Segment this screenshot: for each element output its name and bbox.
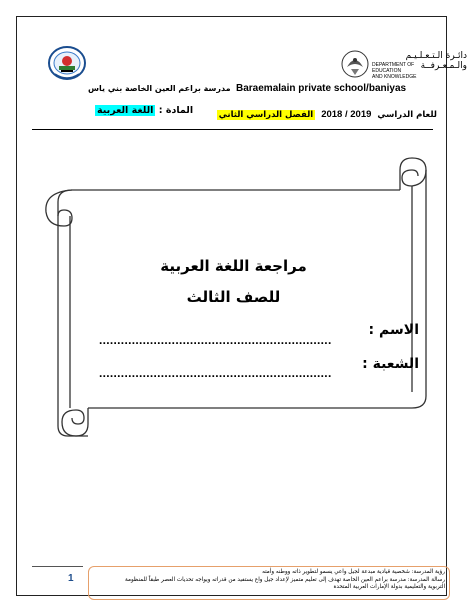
- school-crest-icon: [47, 44, 87, 82]
- subject-line: [95, 105, 193, 116]
- adek-name-en-line2: AND KNOWLEDGE: [372, 74, 417, 80]
- school-vision: رؤية المدرسة: شخصية قيادية مبدعة لجيل واعي يسمو لتطوير ذاته ووطنه وأمته: [262, 569, 445, 575]
- name-label: الاسم :: [368, 322, 419, 338]
- page-number: 1: [68, 573, 74, 584]
- school-mission-line2: التربوية والتعليمية بدولة الإمارات العربية المتحدة: [333, 584, 445, 590]
- cover-subtitle: للصف الثالث: [186, 288, 281, 306]
- cover-title: مراجعة اللغة العربية: [160, 257, 307, 275]
- school-name-en: Baraemalain private school/baniyas: [236, 83, 407, 94]
- academic-year: 2019 / 2018: [321, 109, 372, 120]
- adek-name-en: [372, 62, 442, 80]
- section-label: الشعبة :: [362, 356, 419, 372]
- name-field[interactable]: ................................................................: [99, 333, 332, 347]
- school-name-ar: مدرسة براعم العين الخاصة بني ياس: [88, 84, 231, 93]
- academic-year-line: [217, 109, 437, 120]
- adek-name-ar: دائـرة الـتـعـلـيـم والـمـعـرفــة: [405, 51, 467, 71]
- school-mission-line1: رسالة المدرسة: مدرسة براعم العين الخاصة تهدف إلى تعليم متميز لإعداد جيل واع يستفيد من قدراته ويواجه تحديات العصر طبقاً للمنظومة: [124, 576, 445, 583]
- header-divider: [32, 129, 433, 130]
- footer-divider: [32, 566, 83, 567]
- adek-name-en-line1: DEPARTMENT OF EDUCATION: [372, 62, 415, 74]
- section-field[interactable]: ................................................................: [99, 366, 332, 380]
- subject-label: المادة :: [158, 105, 194, 116]
- year-prefix: للعام الدراسي: [377, 110, 437, 120]
- subject-value: اللغة العربية: [97, 105, 154, 116]
- semester-label: الفصل الدراسي الثاني: [218, 110, 314, 120]
- falcon-emblem-icon: [339, 49, 371, 79]
- school-vision-mission: [88, 566, 450, 600]
